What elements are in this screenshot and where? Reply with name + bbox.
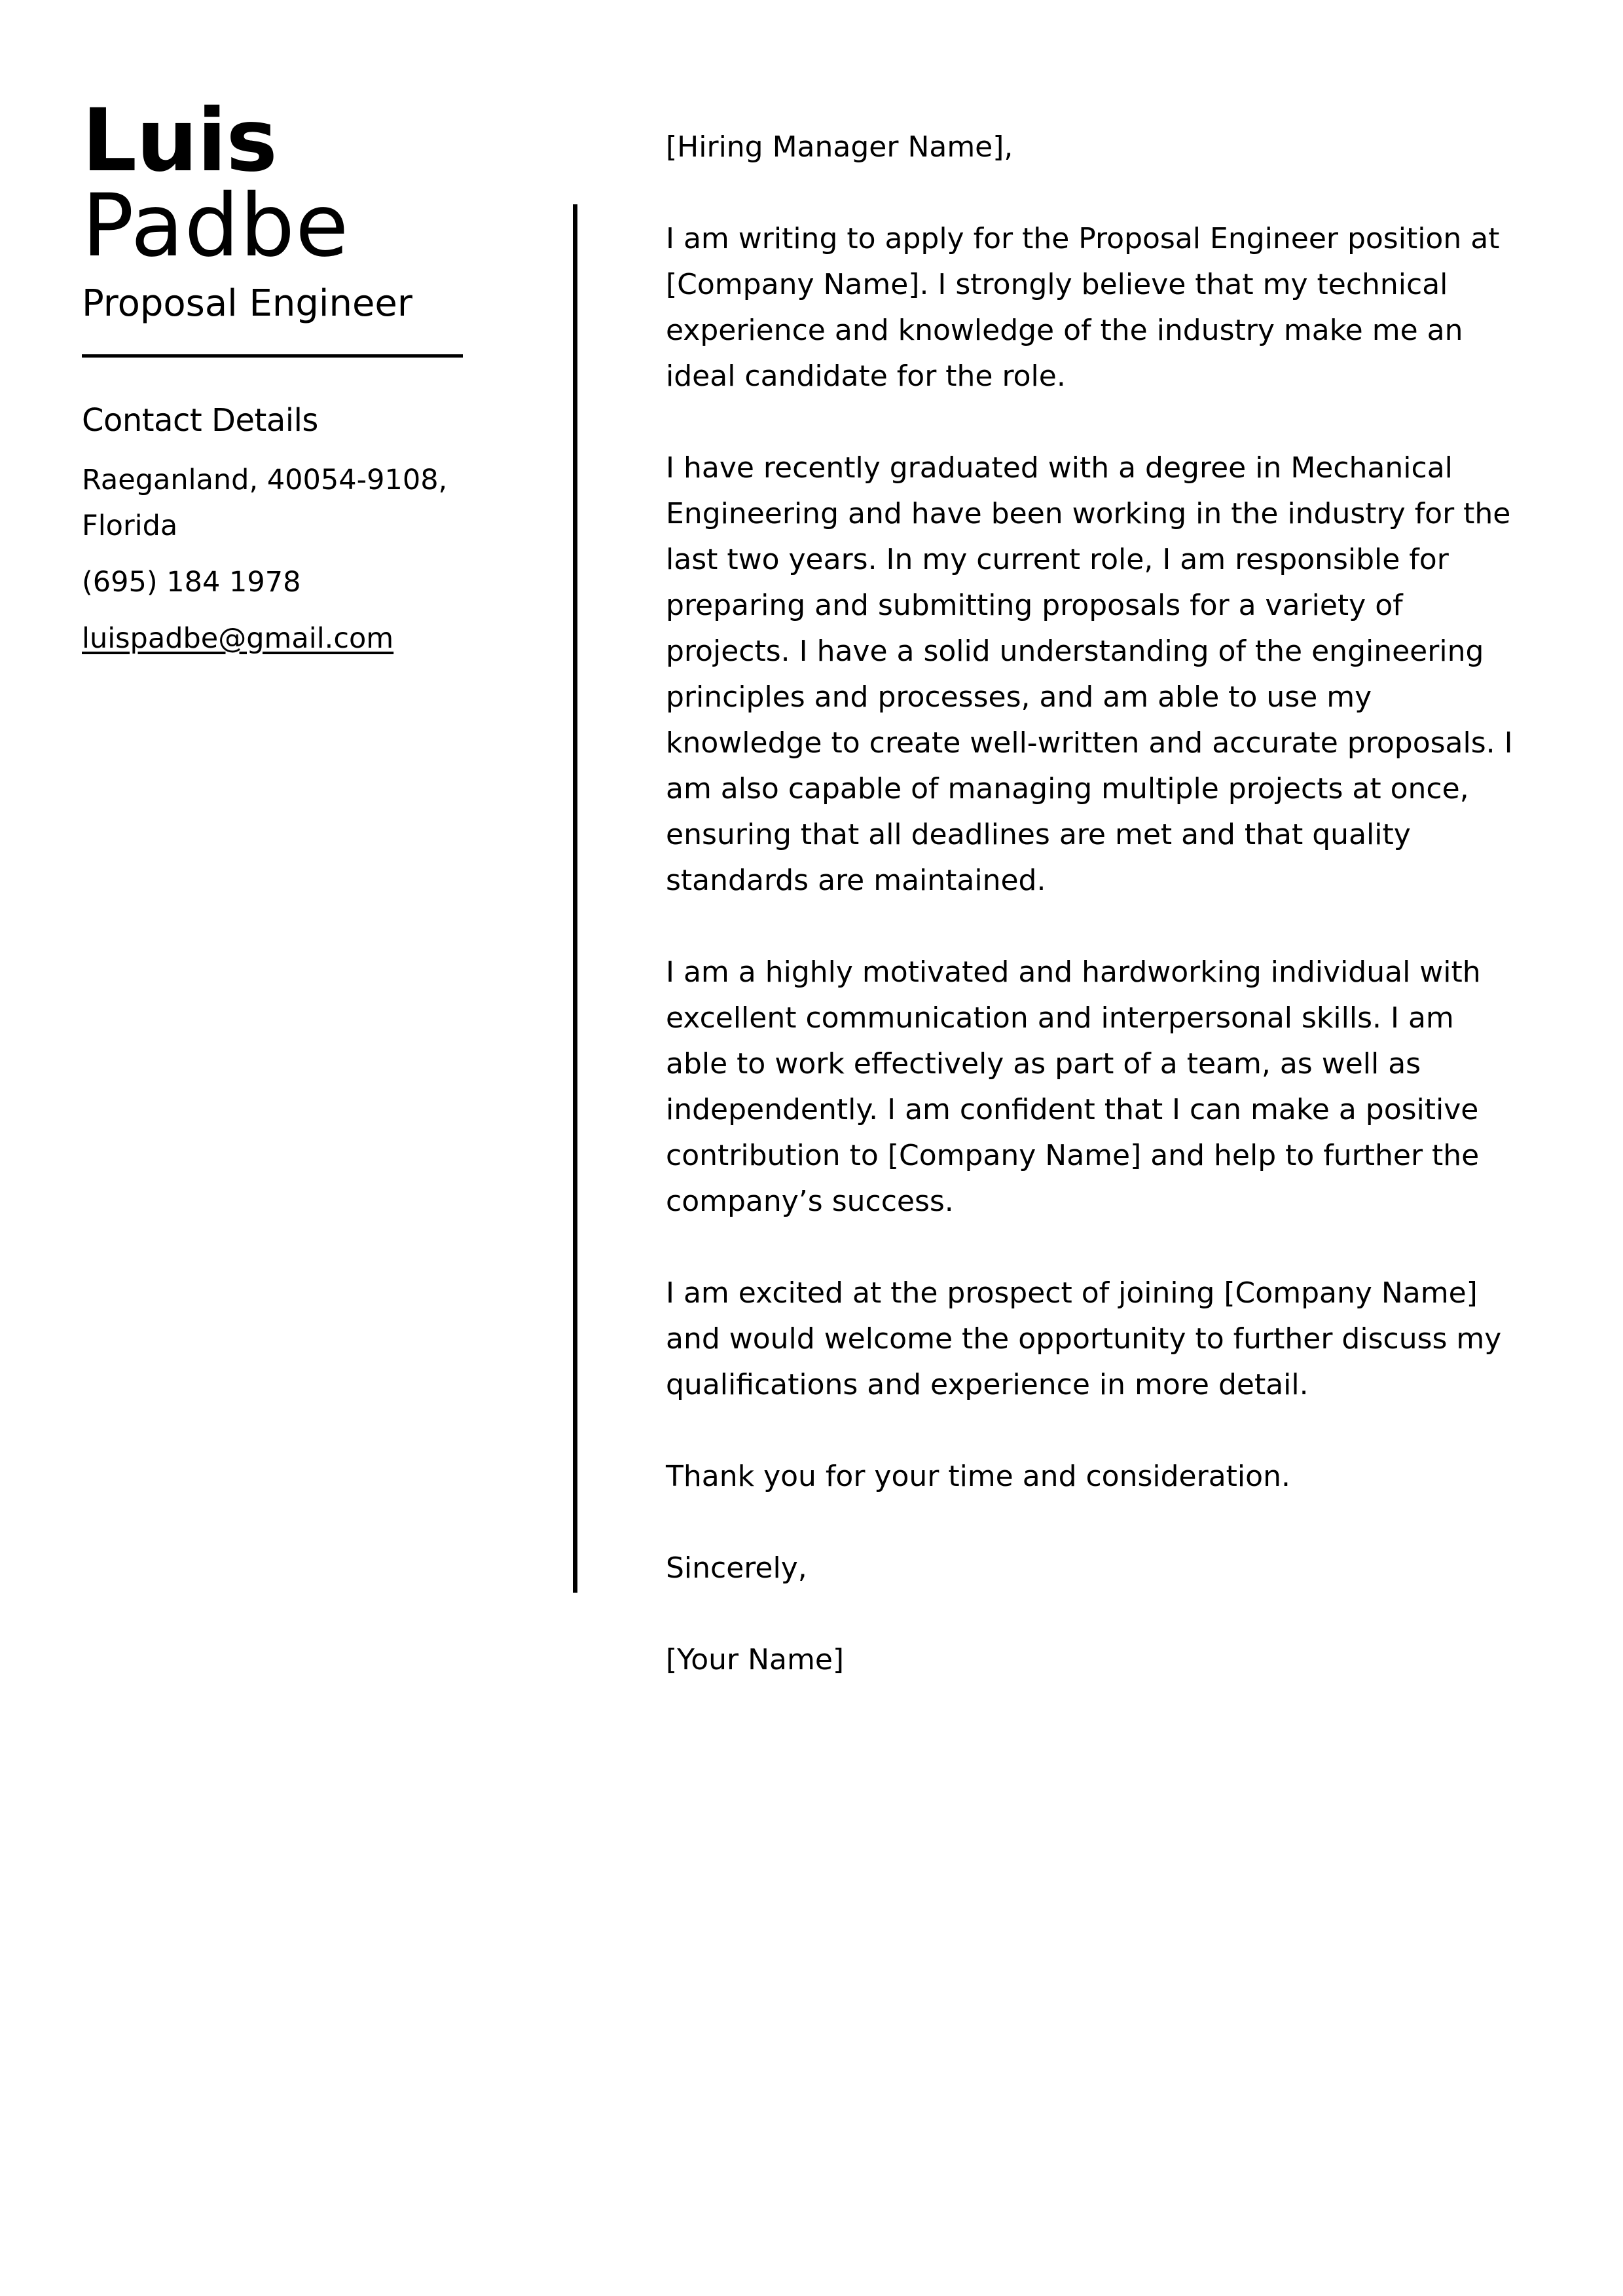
job-title: Proposal Engineer — [82, 282, 412, 325]
contact-address: Raeganland, 40054-9108, Florida — [82, 464, 448, 542]
last-name: Padbe — [82, 176, 350, 276]
letter-body — [666, 124, 1523, 1683]
vertical-divider — [573, 204, 577, 1593]
letter-paragraph: I am a highly motivated and hardworking individual with excellent communication and interpersonal skills. I am able to work effectively as part of a team, as well as independently. I am confident that I can make a positive contribution to [Company Name] and help to further the company’s success. — [666, 955, 1481, 1218]
first-name: Luis — [82, 90, 277, 191]
contact-heading: Contact Details — [82, 402, 318, 439]
sidebar — [82, 90, 475, 661]
letter-paragraph: I am excited at the prospect of joining [Company Name] and would welcome the opportunity to further discuss my qualifications and experience in more detail. — [666, 1276, 1502, 1401]
contact-email-link[interactable]: luispadbe@gmail.com — [82, 622, 394, 655]
letter-paragraph: I am writing to apply for the Proposal Engineer position at [Company Name]. I strongly believe that my technical experience and knowledge of the industry make me an ideal candidate for the role. — [666, 222, 1500, 393]
contact-phone: (695) 184 1978 — [82, 566, 301, 599]
salutation: [Hiring Manager Name], — [666, 130, 1013, 164]
letter-paragraph: I have recently graduated with a degree in Mechanical Engineering and have been working in the industry for the last two years. In my current role, I am responsible for preparing and submitting proposals for a variety of projects. I have a solid understanding of the engineering principles and processes, and am able to use my knowledge to create well-written and accurate proposals. I am also capable of managing multiple projects at once, ensuring that all deadlines are met and that quality standards are maintained. — [666, 451, 1513, 897]
sidebar-divider — [82, 354, 463, 358]
closing: Sincerely, — [666, 1551, 807, 1585]
letter-paragraph: Thank you for your time and consideration. — [666, 1460, 1290, 1493]
signature: [Your Name] — [666, 1643, 845, 1676]
